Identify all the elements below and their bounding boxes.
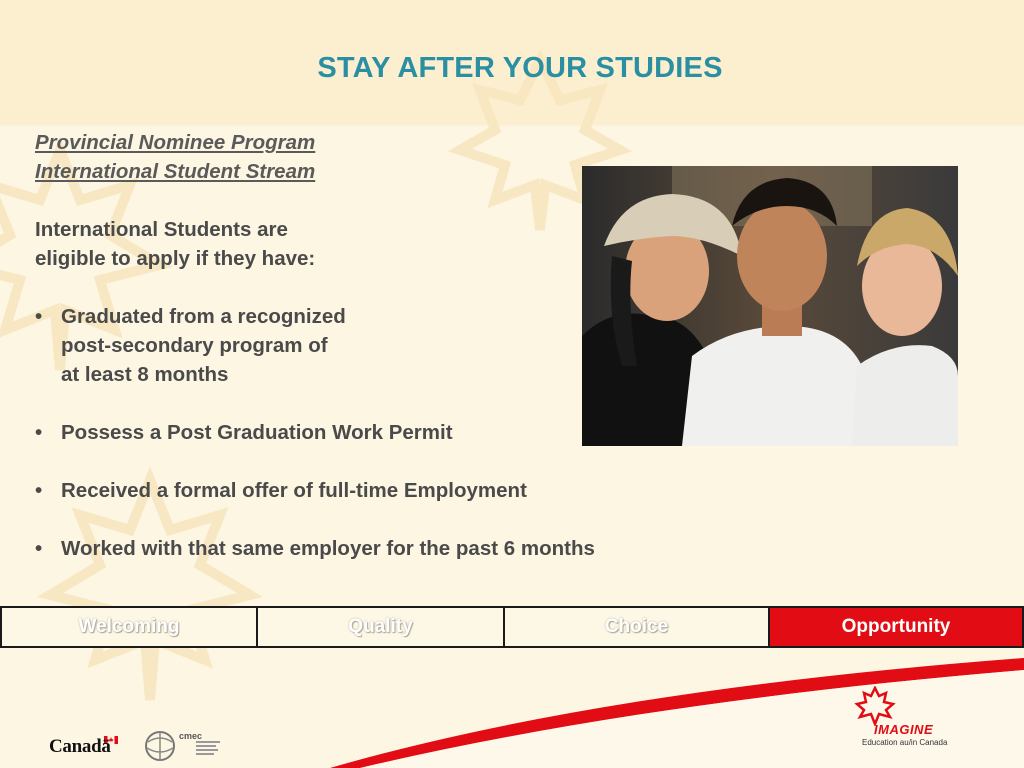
students-photo (582, 166, 958, 446)
canada-wordmark: Canadä (49, 736, 111, 757)
list-item (35, 418, 635, 447)
intro-paragraph (35, 215, 635, 273)
cmec-globe-icon (143, 730, 177, 762)
nav-tab-bar (0, 606, 1024, 648)
cmec-logo-text: cmec (179, 731, 203, 741)
body-text (35, 128, 635, 592)
bullet-1-line-2: post-secondary program of (61, 334, 328, 357)
bullet-1-line-3: at least 8 months (61, 363, 229, 386)
program-heading-line-2: International Student Stream (35, 160, 316, 183)
program-heading-line-1: Provincial Nominee Program (35, 131, 316, 154)
bullet-4-line-1: Worked with that same employer for the past 6 months (61, 537, 595, 560)
bullet-icon: • (35, 421, 43, 444)
imagine-maple-leaf-icon (848, 686, 902, 726)
bullet-icon: • (35, 537, 43, 560)
intro-line-1: International Students are (35, 218, 288, 241)
list-item (35, 476, 635, 505)
tab-quality[interactable]: Quality (258, 608, 505, 646)
bullet-2-line-1: Possess a Post Graduation Work Permit (61, 421, 453, 444)
tab-choice[interactable]: Choice (505, 608, 770, 646)
bullet-icon: • (35, 479, 43, 502)
cmec-lines-icon (196, 741, 220, 755)
slide-title: STAY AFTER YOUR STUDIES (317, 52, 723, 84)
list-item (35, 534, 635, 563)
eligibility-list (35, 302, 635, 563)
imagine-subtitle: Education au/in Canada (862, 738, 948, 747)
list-item (35, 302, 635, 389)
bullet-3-line-1: Received a formal offer of full-time Employment (61, 479, 527, 502)
tab-welcoming[interactable]: Welcoming (2, 608, 258, 646)
intro-line-2: eligible to apply if they have: (35, 247, 316, 270)
tab-opportunity[interactable]: Opportunity (770, 608, 1022, 646)
bullet-1-line-1: Graduated from a recognized (61, 305, 346, 328)
imagine-wordmark: IMAGINE (874, 722, 934, 737)
bullet-icon: • (35, 305, 43, 328)
